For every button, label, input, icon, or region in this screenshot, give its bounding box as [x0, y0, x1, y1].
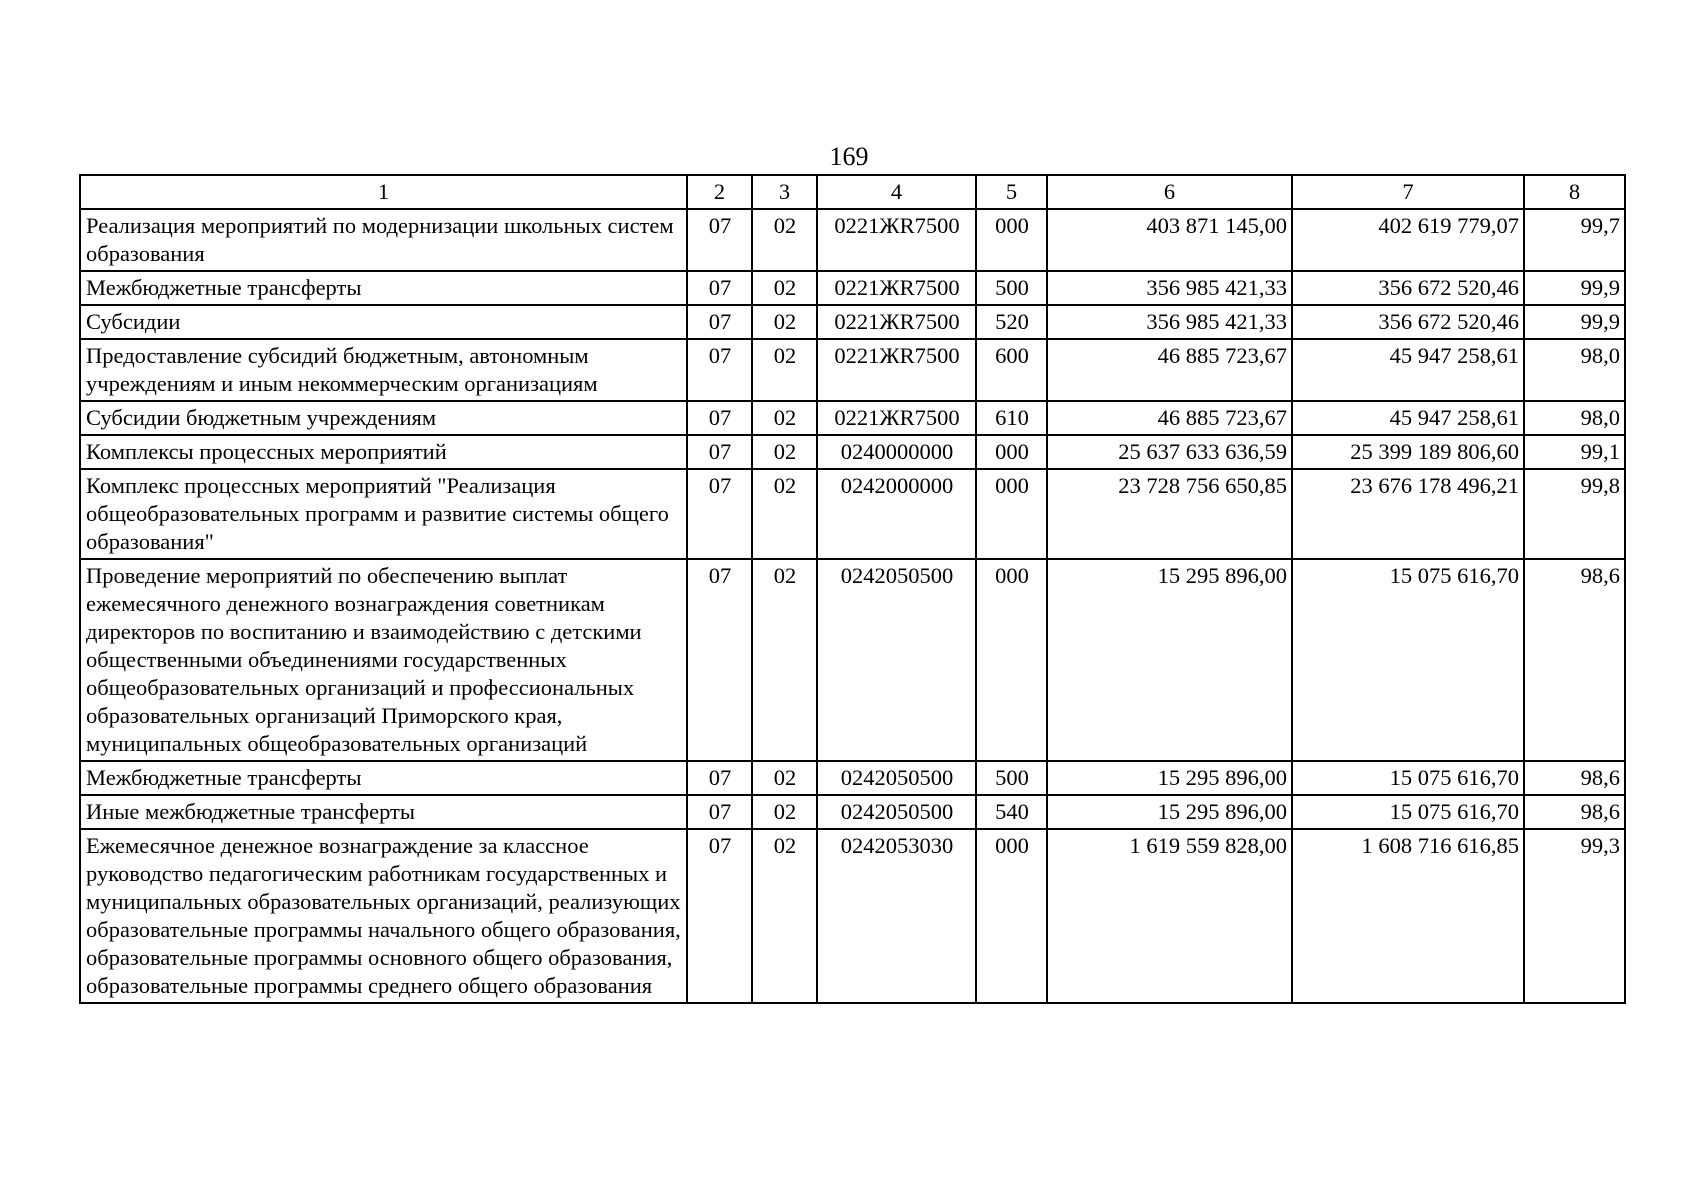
row-executed-amount: 15 075 616,70	[1292, 761, 1524, 795]
row-planned-amount: 23 728 756 650,85	[1047, 469, 1292, 559]
column-header-4: 4	[817, 175, 976, 209]
row-target-article: 0221ЖR7500	[817, 271, 976, 305]
row-executed-amount: 45 947 258,61	[1292, 339, 1524, 401]
table-row	[80, 559, 1625, 761]
column-header-7: 7	[1292, 175, 1524, 209]
row-percent: 98,0	[1524, 401, 1625, 435]
row-executed-amount: 1 608 716 616,85	[1292, 829, 1524, 1003]
table-row	[80, 339, 1625, 401]
row-planned-amount: 403 871 145,00	[1047, 209, 1292, 271]
row-executed-amount: 356 672 520,46	[1292, 305, 1524, 339]
table-row	[80, 435, 1625, 469]
row-target-article: 0221ЖR7500	[817, 305, 976, 339]
row-percent: 99,7	[1524, 209, 1625, 271]
row-percent: 99,9	[1524, 305, 1625, 339]
row-planned-amount: 1 619 559 828,00	[1047, 829, 1292, 1003]
row-section: 07	[687, 209, 752, 271]
row-executed-amount: 15 075 616,70	[1292, 795, 1524, 829]
row-percent: 99,9	[1524, 271, 1625, 305]
row-section: 07	[687, 305, 752, 339]
row-executed-amount: 402 619 779,07	[1292, 209, 1524, 271]
row-planned-amount: 46 885 723,67	[1047, 339, 1292, 401]
row-name: Комплексы процессных мероприятий	[80, 435, 687, 469]
row-name: Межбюджетные трансферты	[80, 271, 687, 305]
row-expense-type: 520	[976, 305, 1047, 339]
row-subsection: 02	[752, 339, 817, 401]
row-planned-amount: 46 885 723,67	[1047, 401, 1292, 435]
row-target-article: 0221ЖR7500	[817, 339, 976, 401]
row-subsection: 02	[752, 761, 817, 795]
row-percent: 99,1	[1524, 435, 1625, 469]
row-target-article: 0242000000	[817, 469, 976, 559]
table-header-row	[80, 175, 1625, 209]
row-subsection: 02	[752, 271, 817, 305]
row-section: 07	[687, 435, 752, 469]
row-section: 07	[687, 271, 752, 305]
row-section: 07	[687, 339, 752, 401]
column-header-2: 2	[687, 175, 752, 209]
table-row	[80, 305, 1625, 339]
column-header-6: 6	[1047, 175, 1292, 209]
row-target-article: 0242050500	[817, 795, 976, 829]
row-executed-amount: 23 676 178 496,21	[1292, 469, 1524, 559]
column-header-3: 3	[752, 175, 817, 209]
row-percent: 98,6	[1524, 559, 1625, 761]
row-planned-amount: 356 985 421,33	[1047, 271, 1292, 305]
row-planned-amount: 15 295 896,00	[1047, 559, 1292, 761]
row-name: Субсидии	[80, 305, 687, 339]
table-row	[80, 209, 1625, 271]
row-name: Реализация мероприятий по модернизации школьных систем образования	[80, 209, 687, 271]
column-header-8: 8	[1524, 175, 1625, 209]
row-percent: 98,6	[1524, 795, 1625, 829]
row-percent: 99,3	[1524, 829, 1625, 1003]
row-section: 07	[687, 401, 752, 435]
page-number: 169	[829, 142, 869, 171]
row-expense-type: 500	[976, 761, 1047, 795]
table-row	[80, 795, 1625, 829]
row-target-article: 0242050500	[817, 559, 976, 761]
row-subsection: 02	[752, 559, 817, 761]
row-target-article: 0240000000	[817, 435, 976, 469]
row-name: Субсидии бюджетным учреждениям	[80, 401, 687, 435]
row-planned-amount: 25 637 633 636,59	[1047, 435, 1292, 469]
row-subsection: 02	[752, 209, 817, 271]
row-section: 07	[687, 761, 752, 795]
row-expense-type: 000	[976, 559, 1047, 761]
table-row	[80, 401, 1625, 435]
row-executed-amount: 15 075 616,70	[1292, 559, 1524, 761]
row-section: 07	[687, 829, 752, 1003]
row-planned-amount: 356 985 421,33	[1047, 305, 1292, 339]
row-expense-type: 000	[976, 829, 1047, 1003]
row-percent: 98,0	[1524, 339, 1625, 401]
row-expense-type: 540	[976, 795, 1047, 829]
row-name: Проведение мероприятий по обеспечению выплат ежемесячного денежного вознаграждения советникам директоров по воспитанию и взаимодействию с детскими общественными объединениями государственных общеобразовательных организаций и профессиональных образовательных организаций Приморского края, муниципальных общеобразовательных организаций	[80, 559, 687, 761]
column-header-5: 5	[976, 175, 1047, 209]
row-expense-type: 000	[976, 209, 1047, 271]
row-subsection: 02	[752, 829, 817, 1003]
row-target-article: 0242050500	[817, 761, 976, 795]
row-expense-type: 000	[976, 469, 1047, 559]
row-section: 07	[687, 795, 752, 829]
row-name: Предоставление субсидий бюджетным, автономным учреждениям и иным некоммерческим организациям	[80, 339, 687, 401]
row-target-article: 0242053030	[817, 829, 976, 1003]
table-row	[80, 469, 1625, 559]
table-row	[80, 829, 1625, 1003]
row-subsection: 02	[752, 305, 817, 339]
row-expense-type: 000	[976, 435, 1047, 469]
row-subsection: 02	[752, 795, 817, 829]
row-section: 07	[687, 469, 752, 559]
row-expense-type: 600	[976, 339, 1047, 401]
row-target-article: 0221ЖR7500	[817, 209, 976, 271]
row-percent: 99,8	[1524, 469, 1625, 559]
row-executed-amount: 25 399 189 806,60	[1292, 435, 1524, 469]
row-executed-amount: 45 947 258,61	[1292, 401, 1524, 435]
row-expense-type: 500	[976, 271, 1047, 305]
row-name: Ежемесячное денежное вознаграждение за классное руководство педагогическим работникам государственных и муниципальных образовательных организаций, реализующих образовательные программы начального общего образования, образовательные программы основного общего образования, образовательные программы среднего общего образования	[80, 829, 687, 1003]
row-subsection: 02	[752, 435, 817, 469]
table-row	[80, 271, 1625, 305]
row-executed-amount: 356 672 520,46	[1292, 271, 1524, 305]
row-name: Иные межбюджетные трансферты	[80, 795, 687, 829]
row-expense-type: 610	[976, 401, 1047, 435]
row-name: Комплекс процессных мероприятий "Реализация общеобразовательных программ и развитие системы общего образования"	[80, 469, 687, 559]
row-name: Межбюджетные трансферты	[80, 761, 687, 795]
row-planned-amount: 15 295 896,00	[1047, 761, 1292, 795]
row-subsection: 02	[752, 401, 817, 435]
row-percent: 98,6	[1524, 761, 1625, 795]
row-subsection: 02	[752, 469, 817, 559]
table-row	[80, 761, 1625, 795]
budget-table	[79, 174, 1626, 1004]
row-target-article: 0221ЖR7500	[817, 401, 976, 435]
row-planned-amount: 15 295 896,00	[1047, 795, 1292, 829]
row-section: 07	[687, 559, 752, 761]
column-header-1: 1	[80, 175, 687, 209]
